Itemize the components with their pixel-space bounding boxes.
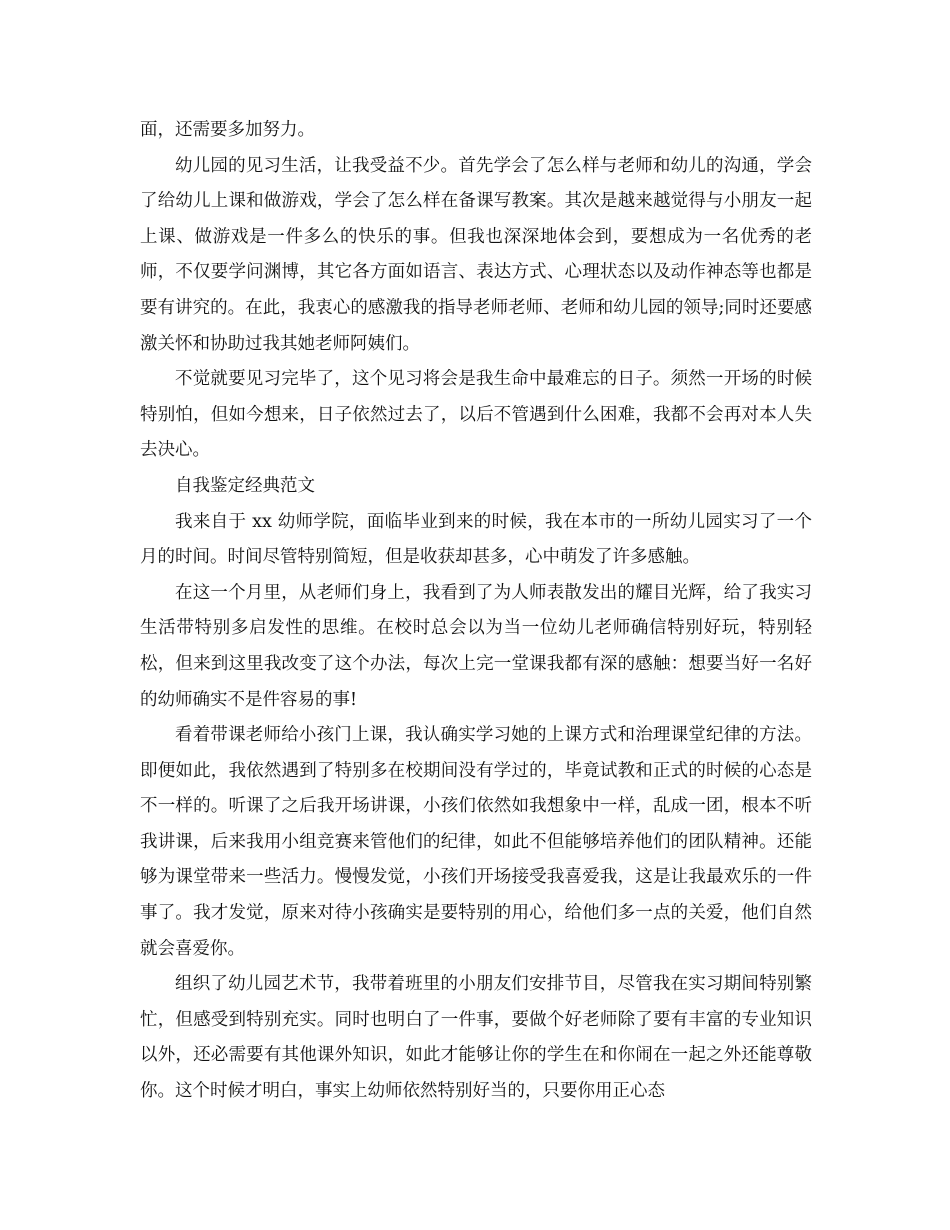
paragraph-kindergarten-experience: 幼儿园的见习生活，让我受益不少。首先学会了怎么样与老师和幼儿的沟通，学会了给幼儿上课和做游戏，学会了怎么样在备课写教案。其次是越来越觉得与小朋友一起上课、做游戏是一件多么的快乐的事。但我也深深地体会到，要想成为一名优秀的老师，不仅要学问渊博，其它各方面如语言、表达方式、心理状态以及动作神态等也都是要有讲究的。在此，我衷心的感激我的指导老师老师、老师和幼儿园的领导;同时还要感激关怀和协助过我其她老师阿姨们。 [140,155,812,354]
paragraph-month-reflection: 在这一个月里，从老师们身上，我看到了为人师表散发出的耀目光辉，给了我实习生活带特别多启发性的思维。在校时总会以为当一位幼儿老师确信特别好玩，特别轻松，但来到这里我改变了这个办法，每次上完一堂课我都有深的感触：想要当好一名好的幼师确实不是件容易的事! [140,582,812,710]
paragraph-art-festival: 组织了幼儿园艺术节，我带着班里的小朋友们安排节目，尽管我在实习期间特别繁忙，但感受到特别充实。同时也明白了一件事，要做个好老师除了要有丰富的专业知识以外，还必需要有其他课外知识，如此才能够让你的学生在和你闹在一起之外还能尊敬你。这个时候才明白，事实上幼师依然特别好当的，只要你用正心态 [140,974,812,1102]
paragraph-internship-ending: 不觉就要见习完毕了，这个见习将会是我生命中最难忘的日子。须然一开场的时候特别怕，但如今想来，日子依然过去了，以后不管遇到什么困难，我都不会再对本人失去决心。 [140,369,812,461]
paragraph-continuation: 面，还需要多加努力。 [140,120,315,140]
paragraph-teaching-experience: 看着带课老师给小孩门上课，我认确实学习她的上课方式和治理课堂纪律的方法。即便如此，我依然遇到了特别多在校期间没有学过的，毕竟试教和正式的时候的心态是不一样的。听课了之后我开场讲课，小孩们依然如我想象中一样，乱成一团，根本不听我讲课，后来我用小组竞赛来管他们的纪律，如此不但能够培养他们的团队精神。还能够为课堂带来一些活力。慢慢发觉，小孩们开场接受我喜爱我，这是让我最欢乐的一件事了。我才发觉，原来对待小孩确实是要特别的用心，给他们多一点的关爱，他们自然就会喜爱你。 [140,725,812,959]
section-heading: 自我鉴定经典范文 [175,475,315,496]
document-body [140,113,812,1110]
paragraph-introduction: 我来自于 xx 幼师学院，面临毕业到来的时候，我在本市的一所幼儿园实习了一个月的时间。时间尽管特别简短，但是收获却甚多，心中萌发了许多感触。 [140,511,812,568]
